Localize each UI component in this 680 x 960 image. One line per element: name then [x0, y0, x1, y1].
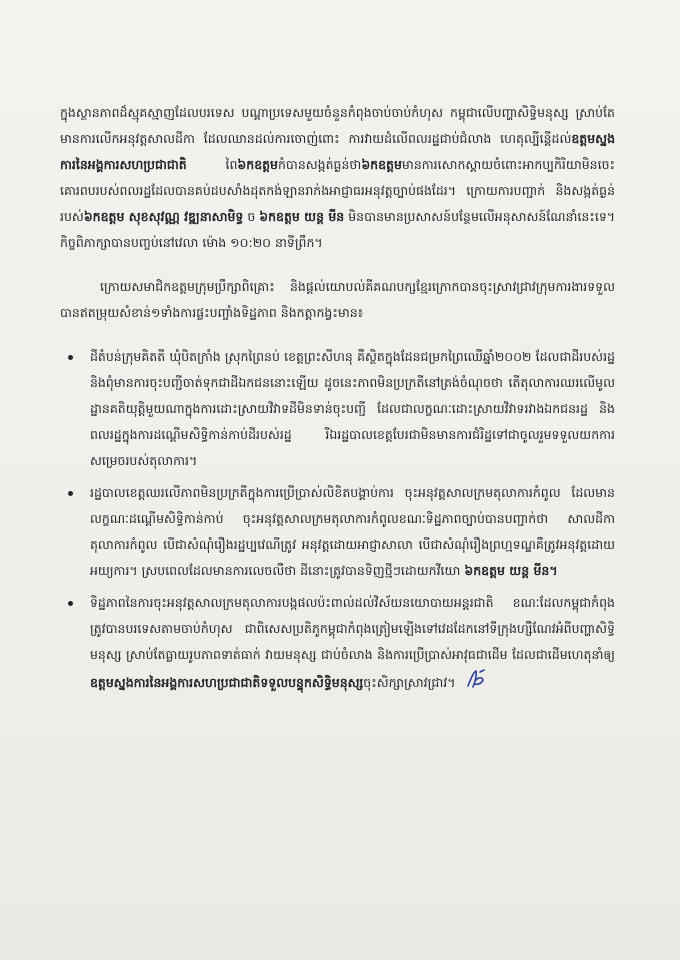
paragraph-summary-text-4: មានការសោកស្តាយចំពោះអាកប្បកិរិយាមិនចេះគោរពបរបស់ពលរដ្ឋដែលបានគប់ដបសាំងដុតកង់ឡានរាក់ងអាជ្ញាធរអនុវត្តច្បាប់ផងដែរ។ ក្រោយការបញ្ជាក់ និងសង្កត់ធ្ងន់របស់ [60, 157, 615, 224]
paragraph-findings-intro: ក្រោយសមាជិកឧត្តមក្រុមប្រឹក្សាពិគ្រោះ និងផ្តល់យោបល់គីគណបក្សខ្មែរក្រោកបានចុះស្រាវជ្រាវក្រុមការងារទទួលបានឥតម្រុយសំខាន់១ទាំងការផ្លះបញ្ចាំងទិដ្ឋភាព និងកត្តាកង្វះមាន៖ [60, 279, 615, 320]
excellency-yent-min: ៦កឧត្តម យន្ត មីន [259, 209, 345, 224]
paragraph-summary [60, 100, 615, 256]
bullet-icon [68, 355, 73, 360]
paragraph-summary-text: ក្នុងស្ថានភាពដ៏ស្មុគស្មាញដែលបរទេស បណ្តាប្រទេសមួយចំនួនកំពុងចាប់ចាប់កំហុស កម្ពុជាលើបញ្ហាសិទ្ធិមនុស្ស ស្រាប់តែមានការលើកអនុវត្តសាលដីកា ដែលឈានដល់ការចោញ់ពោះ ការវាយដំលើពលរដ្ឋជាប់ជំលាង ហេតុល្បីនើ្តដល់ [60, 105, 615, 146]
bullet-icon [68, 601, 73, 606]
list-item [60, 480, 615, 584]
list-item-text: រដ្ឋបាលខេត្តឈរលើភាពមិនប្រក្រតីក្នុងការប្រើប្រាស់លិខិតបង្គាប់ការ ចុះអនុវត្តសាលក្រមតុលាការកំពូល ដែលមានលក្ខណៈដណ្តើមសិទ្ធិកាន់កាប់ ចុះអនុវត្តសាលក្រមតុលាការកំពូលខណៈទិដ្ឋភាពច្បាប់បានបញ្ជាក់ថា សាលដីកាតុលាការកំពូល បើជាសំណុំរឿងរដ្ឋប្បវេណីត្រូវ អនុវត្តដោយអាជ្ញាសាលា បើជាសំណុំរឿងព្រហ្មទណ្ឌគឺត្រូវអនុវត្តដោយអយ្យការ។ ស្របពេលដែលមានការលេចលឺថា ដីនោះត្រូវបានទិញថ្មីៗដោយកវីយោ [90, 485, 615, 578]
list-item-bold: ឧត្តមស្នងការនៃអង្គការសហប្រជាជាតិទទួលបន្ទុកសិទ្ធិមនុស្ស [90, 675, 364, 690]
paragraph-summary-text-5: ច [243, 209, 260, 224]
list-item-tail: ចុះសិក្សាស្រាវជ្រាវ។ [363, 675, 456, 690]
list-item [60, 590, 615, 699]
document-body [60, 100, 615, 705]
paragraph-summary-text-3: កំបានសង្កត់ធ្ងន់ថា [278, 157, 362, 172]
paragraph-summary-text-6: មិនបានមានប្រសាសន៍បន្ថែមលើអនុសាសន៍ណែនាំនេះទេ។ កិច្ចពិភាក្សាបានបញ្ចប់នៅវេលា ម៉ោង ១០:២០ នាទីព្រឹក។ [60, 209, 615, 250]
list-item-text: ដីតំបន់ក្រុមគិតតី ឃុំបិតក្រាំង ស្រុកព្រៃនប់ ខេត្តព្រះសីហនុ គឺស្ថិតក្នុងដែនជម្រកព្រៃឈើឆ្នាំ២០០២ ដែលជាដីរបស់រដ្ឋ និងពុំមានការចុះបញ្ជីចាត់ទុកជាដីឯកជននោះឡើយ ដូចនេះភាពមិនប្រក្រតីនៅត្រង់ចំណុចថា តើតុលាការឈរលើមូលដ្ឋានគតិយុត្តិមួយណាក្នុងការដោះស្រាយវិវាទដីមិនទាន់ចុះបញ្ជី ដែលជាលក្ខណៈដោះស្រាយវិវាទរវាងឯកជនរដ្ឋ និងពលរដ្ឋក្នុងការដណ្តើមសិទ្ធិកាន់កាប់ដីរបស់រដ្ឋ រីឯរដ្ឋបាលខេត្តបែរជាមិនមានការជំរិដ្ឋទៅជាចូលរួមទទួលយកការសម្រេចរបស់តុលាការ។ [90, 349, 615, 468]
signature-icon [465, 668, 487, 699]
un-commissioner-name: ឧត្តមស្នងការនៃអង្គការសហប្រជាជាតិ [60, 131, 615, 172]
excellency-title-2: ៦កឧត្តម [361, 157, 402, 172]
list-item-text: ទិដ្ឋភាពនៃការចុះអនុវត្តសាលក្រមតុលាការបង្កផលប៉ះពាល់ដល់វិស័យនយោបាយអន្តរជាតិ ខណៈដែលកម្ពុជាកំពុងត្រូវបានបរទេសតាមចាប់កំហុស ជាពិសេសប្រតិភូកម្ពុជាកំពុងត្រៀមឡើងទៅវេដដែកនៅទីក្រុងហ្សឺណែវអំពីបញ្ហាសិទ្ធិមនុស្ស ស្រាប់តែធ្លាយរូបភាពទាត់ធាក់ វាយមនុស្ស ជាប់ចំលាង និងការប្រើប្រាស់អាវុធជាដើម ដែលជាដើមហេតុនាំឲ្យ [90, 595, 615, 662]
findings-list [60, 344, 615, 699]
excellency-sok-sovann: ៦កឧត្តម សុខសុវណ្ណ វឌ្ឍនាសាមិទ្ធ [83, 209, 244, 224]
list-item-bold: ៦កឧត្តម យន្ត មីន។ [464, 563, 558, 578]
bullet-icon [68, 491, 73, 496]
paragraph-summary-text-2: ពៃ [186, 157, 238, 172]
list-item [60, 344, 615, 474]
excellency-title: ៦កឧត្តម [237, 157, 278, 172]
